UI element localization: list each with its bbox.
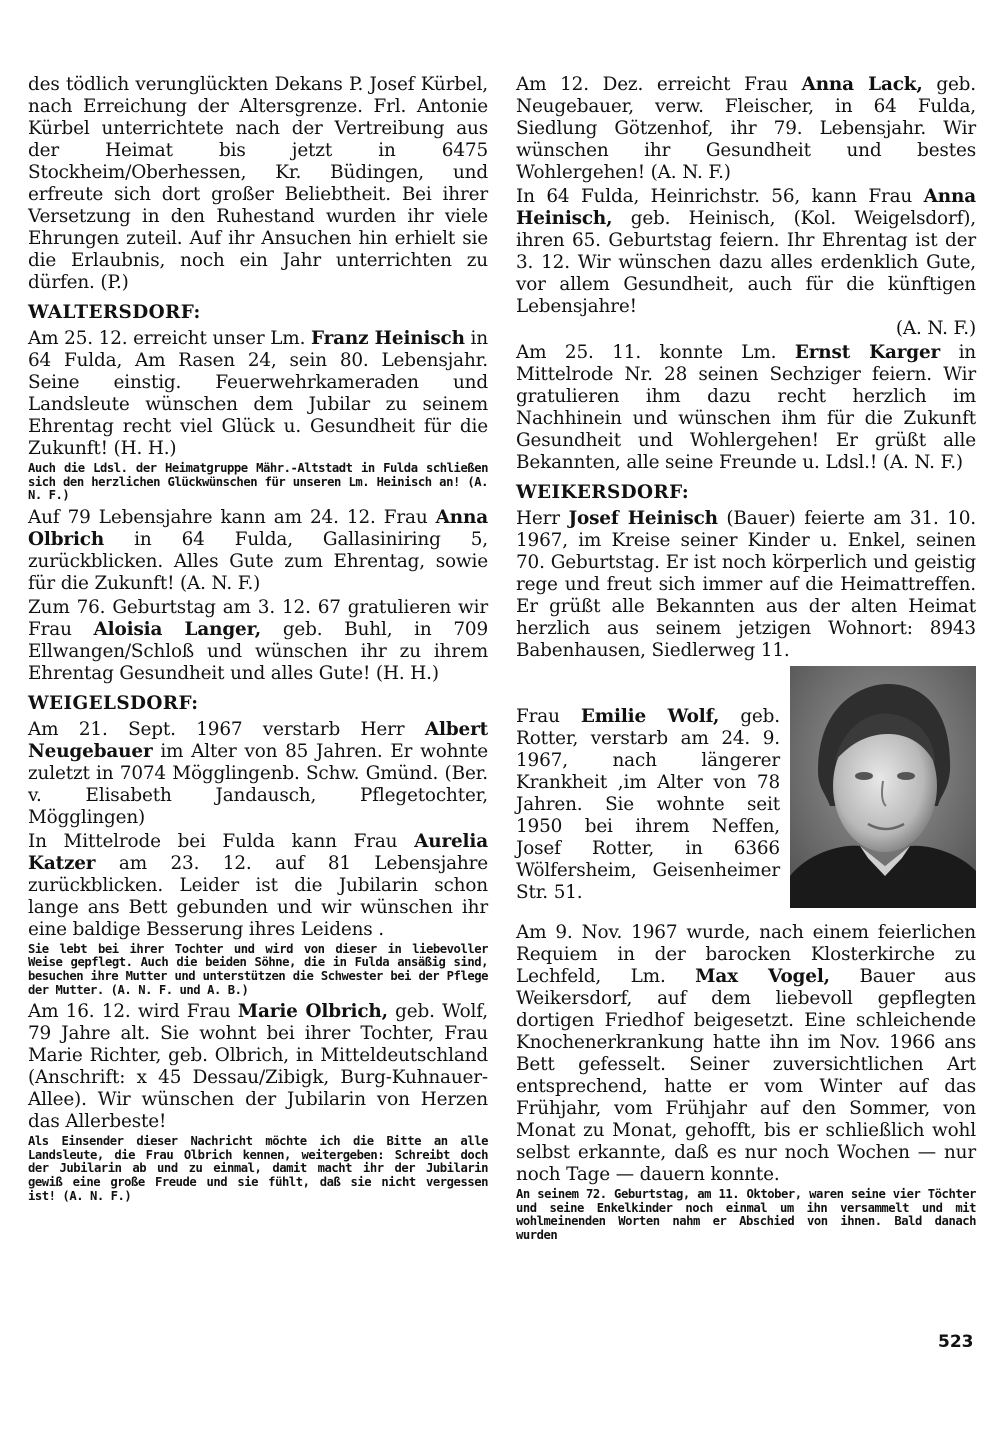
paragraph-marie-olbrich: [28, 1001, 488, 1133]
text: Am 25. 11. konnte Lm.: [516, 342, 777, 363]
paragraph-kuerbel: des tödlich verunglückten Dekans P. Josef Kürbel, nach Erreichung der Altersgrenze. Frl. Antonie Kürbel unterrichtete nach der Vertreibung aus der Heimat bis jetzt in 6475 Stockheim/Oberhessen, Kr. Büdingen, und erfreute sich dort großer Beliebtheit. Bei ihrer Versetzung in den Ruhestand wurden ihr viele Ehrungen zuteil. Auf ihr Ansuchen hin erhielt sie die Erlaubnis, noch ein Jahr unterrichten zu dürfen. (P.): [28, 74, 488, 293]
paragraph-ernst-karger: [516, 342, 976, 474]
text: geb. Neugebauer, verw. Fleischer, in 64 Fulda, Siedlung Götzenhof, ihr 79. Lebensjahr. Wir wünschen ihr Gesundheit und bestes Wohlergehen! (A. N. F.): [516, 74, 977, 183]
text: geb. Buhl, in 709 Ellwangen/Schloß und wünschen ihr zu ihrem Ehrentag Gesundheit und alles Gute! (H. H.): [28, 618, 489, 684]
obituary-block: [516, 666, 976, 916]
text: Am 9. Nov. 1967 wurde, nach einem feierlichen Requiem in der barocken Klosterkirche zu Lechfeld, Lm.: [516, 922, 976, 987]
paragraph-anna-olbrich: [28, 507, 488, 595]
person-name: Josef Heinisch: [568, 508, 718, 529]
text: (Bauer) feierte am 31. 10. 1967, im Kreise seiner Kinder u. Enkel, seinen 70. Geburtstag. Er ist noch körperlich und geistig rege und freut sich immer auf die Heimattreffen. Er grüßt alle Bekannten aus der alten Heimat herzlich aus seinem jetzigen Wohnort: 8943 Babenhausen, Siedlerweg 11.: [516, 508, 976, 661]
person-name: Anna Lack,: [801, 74, 923, 95]
paragraph-emilie-wolf: [516, 706, 780, 904]
paragraph-anna-heinisch: [516, 186, 976, 340]
text: Am 16. 12. wird Frau: [28, 1001, 231, 1023]
person-name: Marie Olbrich,: [237, 1001, 388, 1023]
paragraph-aloisia-langer: [28, 597, 488, 685]
person-name: Franz Heinisch: [310, 328, 465, 349]
text: geb. Heinisch, (Kol. Weigelsdorf), ihren 65. Geburtstag feiern. Ihr Ehrentag ist der 3. 12. Wir wünschen dazu alles erdenklich Gute, vor allem Gesundheit, auch für die künftigen Lebensjahre!: [516, 208, 976, 317]
page-number: 523: [938, 1332, 974, 1352]
text: Zum 76. Geburtstag am 3. 12. 67 gratulieren wir Frau: [28, 596, 488, 640]
text: Herr: [516, 508, 560, 529]
person-name: Aloisia Langer,: [93, 618, 262, 640]
left-column: [28, 74, 488, 1207]
person-name: Albert Neugebauer: [28, 718, 488, 762]
paragraph-anna-lack: [516, 74, 976, 184]
person-name: Ernst Karger: [794, 342, 941, 363]
paragraph-franz-heinisch: [28, 328, 488, 460]
heading-weigelsdorf: WEIGELSDORF:: [28, 692, 199, 714]
signature: (A. N. F.): [895, 318, 976, 339]
paragraph-josef-heinisch: [516, 508, 976, 662]
note-tochter: Sie lebt bei ihrer Tochter und wird von dieser in liebevoller Weise gepflegt. Auch die beiden Söhne, die in Fulda ansäßig sind, besuchen ihre Mutter und unterstützen die Schwester bei der Pflege der Mutter. (A. N. F. und A. B.): [28, 941, 488, 997]
note-geburtstag: An seinem 72. Geburtstag, am 11. Oktober, waren seine vier Töchter und seine Enkelkinder noch einmal um ihn versammelt und mit wohlmeinenden Worten nahm er Abschied von ihnen. Bald danach wurden: [516, 1187, 976, 1242]
text: in 64 Fulda, Am Rasen 24, sein 80. Lebensjahr. Seine einstig. Feuerwehrkameraden und Landsleute wünschen dem Jubilar zu seinem Ehrentag recht viel Glück u. Gesundheit für die Zukunft! (H. H.): [28, 328, 488, 459]
text: Am 25. 12. erreicht unser Lm.: [28, 328, 306, 349]
person-name: Anna Olbrich: [28, 506, 488, 550]
text: geb. Rotter, verstarb am 24. 9. 1967, nach längerer Krankheit ,im Alter von 78 Jahren. Sie wohnte seit 1950 bei ihrem Neffen, Josef Rotter, in 6366 Wölfersheim, Geisenheimer Str. 51.: [516, 706, 780, 903]
person-name: Anna Heinisch,: [516, 186, 976, 229]
text: in 64 Fulda, Gallasiniring 5, zurückblicken. Alles Gute zum Ehrentag, sowie für die Zukunft! (A. N. F.): [28, 528, 488, 594]
heading-waltersdorf: WALTERSDORF:: [28, 302, 201, 323]
note-maehr-altstadt: Auch die Ldsl. der Heimatgruppe Mähr.-Altstadt in Fulda schließen sich den herzlichen Glückwünschen für unseren Lm. Heinisch an! (A. N. F.): [28, 461, 488, 503]
text: im Alter von 85 Jahren. Er wohnte zuletzt in 7074 Mögglingenb. Schw. Gmünd. (Ber. v. Elisabeth Jandausch, Pflegetochter, Mögglingen): [28, 740, 488, 828]
heading-weikersdorf: WEIKERSDORF:: [516, 482, 690, 503]
paragraph-aurelia-katzer: [28, 831, 488, 941]
person-name: Emilie Wolf,: [580, 706, 720, 727]
person-name: Max Vogel,: [695, 966, 830, 987]
text: in Mittelrode Nr. 28 seinen Sechziger feiern. Wir gratulieren ihm dazu recht herzlich im Nachhinein und wünschen ihm für die Zukunft Gesundheit und Wohlergehen! Er grüßt alle Bekannten, alle seine Freunde u. Ldsl.! (A. N. F.): [516, 342, 977, 473]
text: In Mittelrode bei Fulda kann Frau: [28, 830, 398, 852]
paragraph-albert-neugebauer: [28, 719, 488, 829]
portrait-photo: [790, 666, 976, 908]
paragraph-max-vogel: [516, 922, 976, 1186]
text: Am 21. Sept. 1967 verstarb Herr: [28, 718, 405, 740]
right-column: [516, 74, 976, 1246]
text: In 64 Fulda, Heinrichstr. 56, kann Frau: [516, 186, 913, 207]
text: Frau: [516, 706, 560, 727]
text: geb. Wolf, 79 Jahre alt. Sie wohnt bei ihrer Tochter, Frau Marie Richter, geb. Olbrich, in Mitteldeutschland (Anschrift: x 45 Dessau/Zibigk, Burg-Kuhnauer-Allee). Wir wünschen der Jubilarin von Herzen das Allerbeste!: [28, 1001, 488, 1133]
text: Am 12. Dez. erreicht Frau: [516, 74, 788, 95]
note-einsender: Als Einsender dieser Nachricht möchte ich die Bitte an alle Landsleute, die Frau Olbrich kennen, weitergeben: Schreibt doch der Jubilarin ab und zu einmal, damit macht ihr der Jubilarin gewiß eine große Freude und sie fühlt, daß sie nicht vergessen ist! (A. N. F.): [28, 1134, 488, 1203]
text: Bauer aus Weikersdorf, auf dem liebevoll gepflegten dortigen Friedhof beigesetzt. Eine schleichende Knochenerkrankung hatte ihn im Nov. 1966 ans Bett gefesselt. Seiner zuversichtlichen Art entsprechend, hatte er vom Winter auf das Frühjahr, vom Frühjahr auf den Sommer, von Monat zu Monat, gehofft, bis er schließlich wohl selbst erkannte, daß es nur noch Wochen — nur noch Tage — dauern konnte.: [516, 966, 976, 1185]
text: am 23. 12. auf 81 Lebensjahre zurückblicken. Leider ist die Jubilarin schon lange ans Bett gebunden und wir wünschen ihr eine baldige Besserung ihres Leidens .: [28, 852, 489, 940]
person-name: Aurelia Katzer: [28, 830, 488, 874]
text: Auf 79 Lebensjahre kann am 24. 12. Frau: [28, 506, 428, 528]
